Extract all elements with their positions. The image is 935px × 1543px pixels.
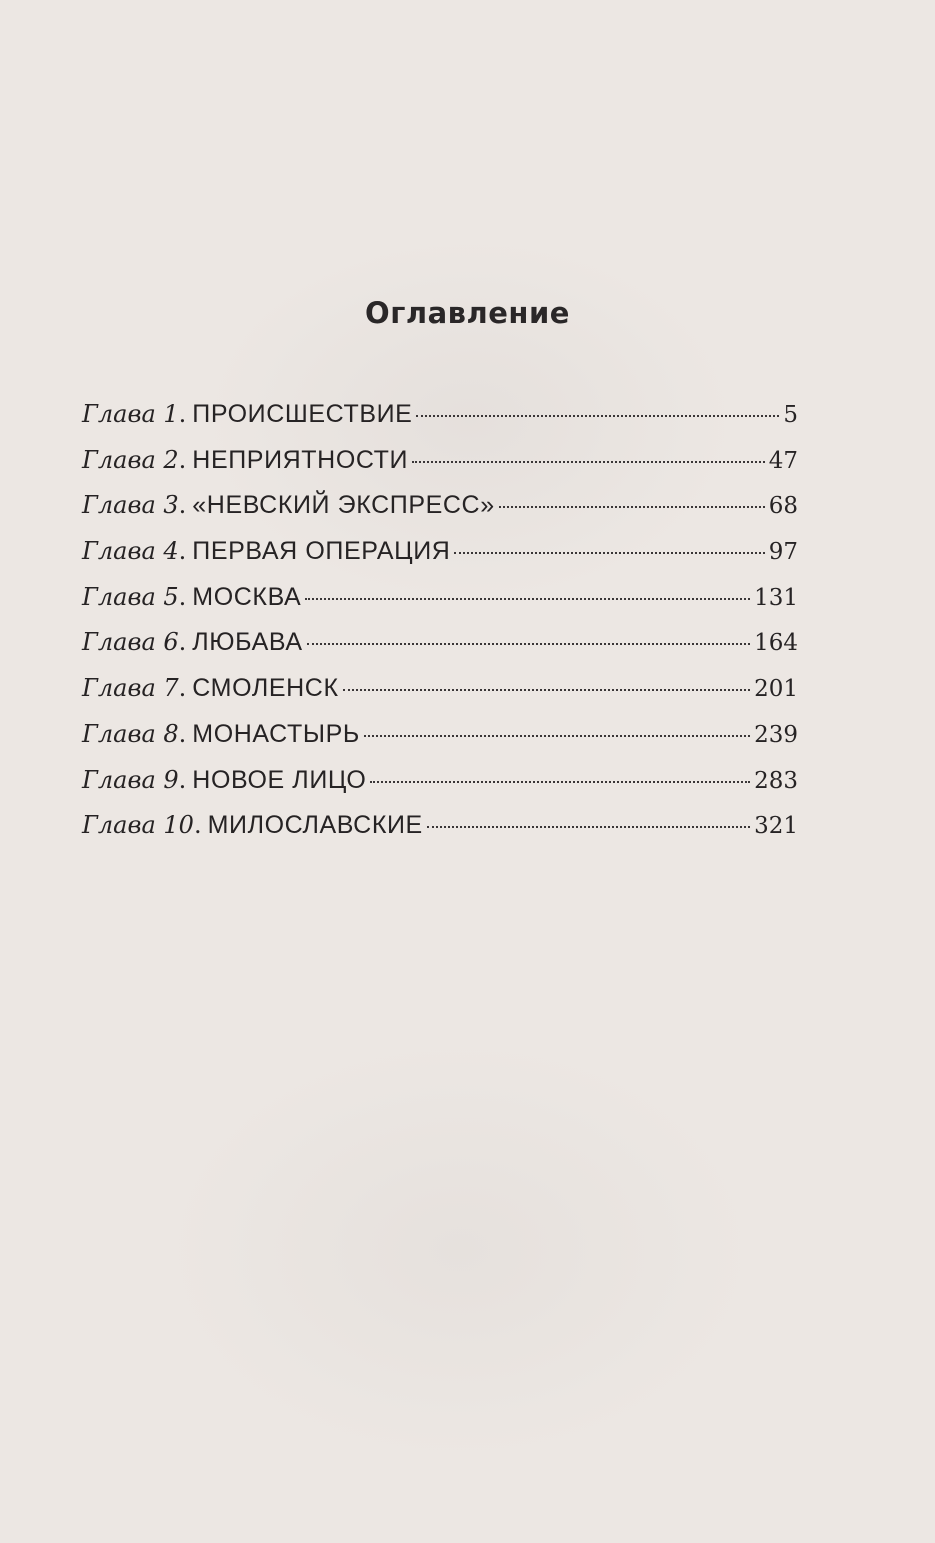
- dot-leader: [499, 506, 765, 508]
- toc-entry: Глава 10 . МИЛОСЛАВСКИЕ 321: [82, 811, 798, 840]
- chapter-title: СМОЛЕНСК: [192, 674, 339, 703]
- toc-entry: Глава 1 . ПРОИСШЕСТВИЕ 5: [82, 400, 798, 428]
- chapter-title: МОСКВА: [192, 582, 302, 611]
- chapter-label: Глава 10: [82, 811, 194, 840]
- chapter-label: Глава 6: [82, 628, 179, 657]
- toc-entry: Глава 6 . ЛЮБАВА 164: [82, 628, 798, 657]
- dot-leader: [370, 781, 750, 783]
- chapter-label: Глава 1: [82, 400, 179, 428]
- chapter-title: НЕПРИЯТНОСТИ: [192, 445, 409, 474]
- chapter-label: Глава 7: [82, 674, 179, 703]
- page-number: 201: [754, 676, 798, 703]
- toc-entry: Глава 9 . НОВОЕ ЛИЦО 283: [82, 765, 798, 794]
- chapter-label: Глава 8: [82, 719, 179, 748]
- dot-leader: [305, 598, 750, 600]
- chapter-label: Глава 5: [82, 582, 179, 611]
- page-number: 131: [754, 584, 798, 611]
- toc-entry: Глава 2 . НЕПРИЯТНОСТИ 47: [82, 445, 798, 474]
- chapter-title: ПРОИСШЕСТВИЕ: [192, 400, 413, 428]
- dot-leader: [416, 415, 779, 417]
- page-number: 97: [768, 539, 798, 566]
- chapter-title: ЛЮБАВА: [192, 628, 303, 657]
- chapter-label: Глава 4: [82, 537, 179, 566]
- page-number: 164: [754, 630, 798, 657]
- dot-leader: [343, 689, 750, 691]
- toc-entry: Глава 3 . «НЕВСКИЙ ЭКСПРЕСС» 68: [82, 491, 798, 520]
- page-number: 47: [768, 447, 798, 474]
- chapter-title: ПЕРВАЯ ОПЕРАЦИЯ: [192, 537, 451, 566]
- dot-leader: [364, 735, 750, 737]
- chapter-title: НОВОЕ ЛИЦО: [192, 765, 367, 794]
- table-of-contents: [82, 400, 798, 857]
- page-number: 68: [768, 493, 798, 520]
- toc-entry: Глава 7 . СМОЛЕНСК 201: [82, 674, 798, 703]
- toc-entry: Глава 8 . МОНАСТЫРЬ 239: [82, 719, 798, 748]
- chapter-title: «НЕВСКИЙ ЭКСПРЕСС»: [192, 491, 495, 520]
- page-number: 283: [754, 767, 798, 794]
- page-number: 5: [783, 402, 798, 428]
- toc-entry: Глава 4 . ПЕРВАЯ ОПЕРАЦИЯ 97: [82, 537, 798, 566]
- dot-leader: [427, 826, 750, 828]
- chapter-label: Глава 2: [82, 445, 179, 474]
- page-number: 321: [754, 813, 798, 840]
- chapter-label: Глава 9: [82, 765, 179, 794]
- chapter-title: МОНАСТЫРЬ: [192, 719, 360, 748]
- dot-leader: [412, 461, 765, 463]
- dot-leader: [307, 643, 750, 645]
- chapter-title: МИЛОСЛАВСКИЕ: [207, 811, 423, 840]
- page-title: Оглавление: [365, 296, 570, 330]
- toc-entry: Глава 5 . МОСКВА 131: [82, 582, 798, 611]
- chapter-label: Глава 3: [82, 491, 179, 520]
- page-number: 239: [754, 721, 798, 748]
- dot-leader: [454, 552, 764, 554]
